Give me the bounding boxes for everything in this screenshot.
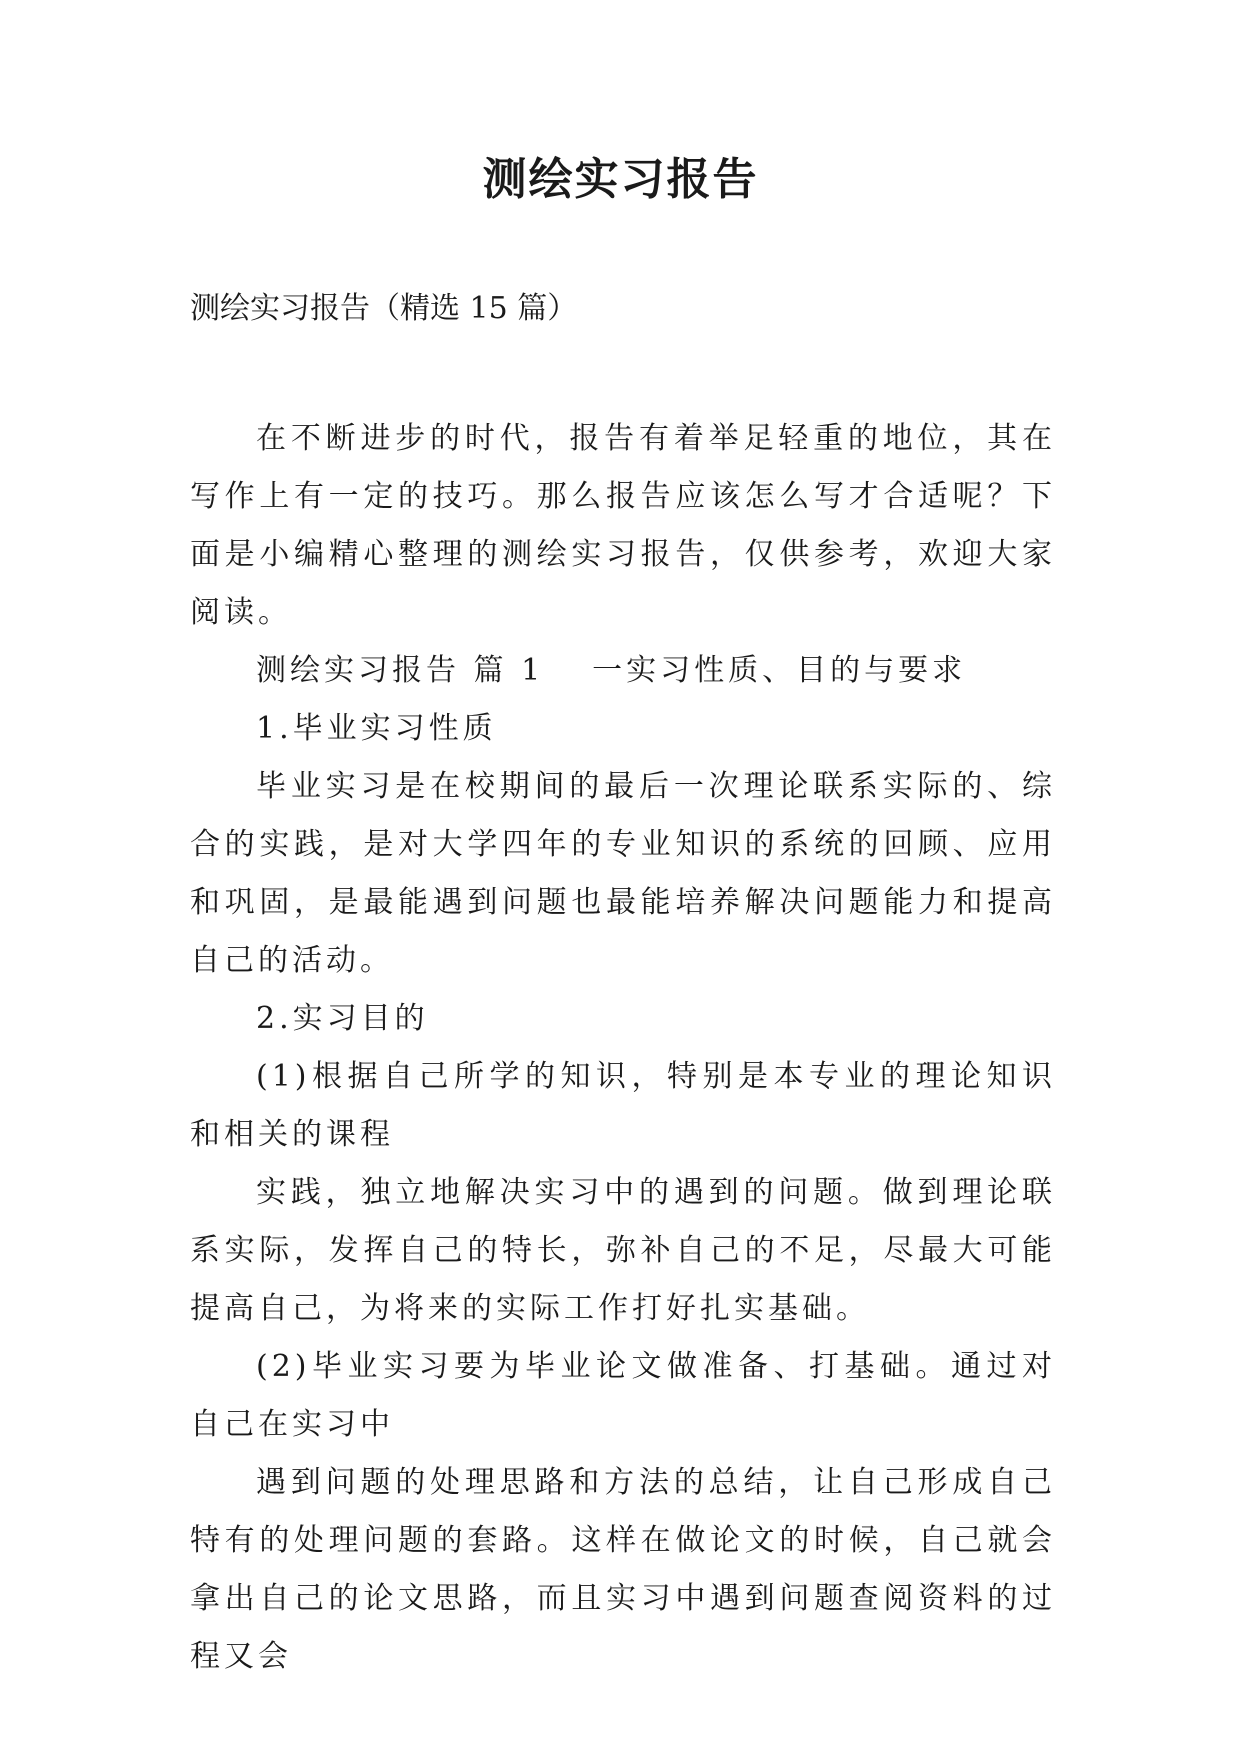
paragraph-heading-1: 1.毕业实习性质: [256, 711, 497, 746]
paragraph-goal-2: (2)毕业实习要为毕业论文做准备、打基础。通过对自己在实习中: [190, 1349, 1056, 1442]
document-subtitle: 测绘实习报告（精选 15 篇）: [190, 291, 578, 326]
document-title: 测绘实习报告: [482, 154, 759, 205]
paragraph-intro: 在不断进步的时代，报告有着举足轻重的地位，其在写作上有一定的技巧。那么报告应该怎么写才合适呢？下面是小编精心整理的测绘实习报告，仅供参考，欢迎大家阅读。: [190, 421, 1056, 630]
document-body: [190, 410, 1056, 1686]
paragraph-section-heading: [190, 642, 1056, 700]
paragraph-goal-1: (1)根据自己所学的知识，特别是本专业的理论知识和相关的课程: [190, 1059, 1056, 1152]
paragraph-goal-2-cont: 遇到问题的处理思路和方法的总结，让自己形成自己特有的处理问题的套路。这样在做论文的时候，自己就会拿出自己的论文思路，而且实习中遇到问题查阅资料的过程又会: [190, 1465, 1056, 1674]
paragraph-nature: 毕业实习是在校期间的最后一次理论联系实际的、综合的实践，是对大学四年的专业知识的系统的回顾、应用和巩固，是最能遇到问题也最能培养解决问题能力和提高自己的活动。: [190, 769, 1056, 978]
paragraph-goal-1-cont: 实践，独立地解决实习中的遇到的问题。做到理论联系实际，发挥自己的特长，弥补自己的不足，尽最大可能提高自己，为将来的实际工作打好扎实基础。: [190, 1175, 1056, 1326]
section-heading: 一实习性质、目的与要求: [592, 653, 967, 688]
section-label: 测绘实习报告 篇 1: [256, 653, 545, 688]
paragraph-heading-2: 2.实习目的: [256, 1001, 429, 1036]
